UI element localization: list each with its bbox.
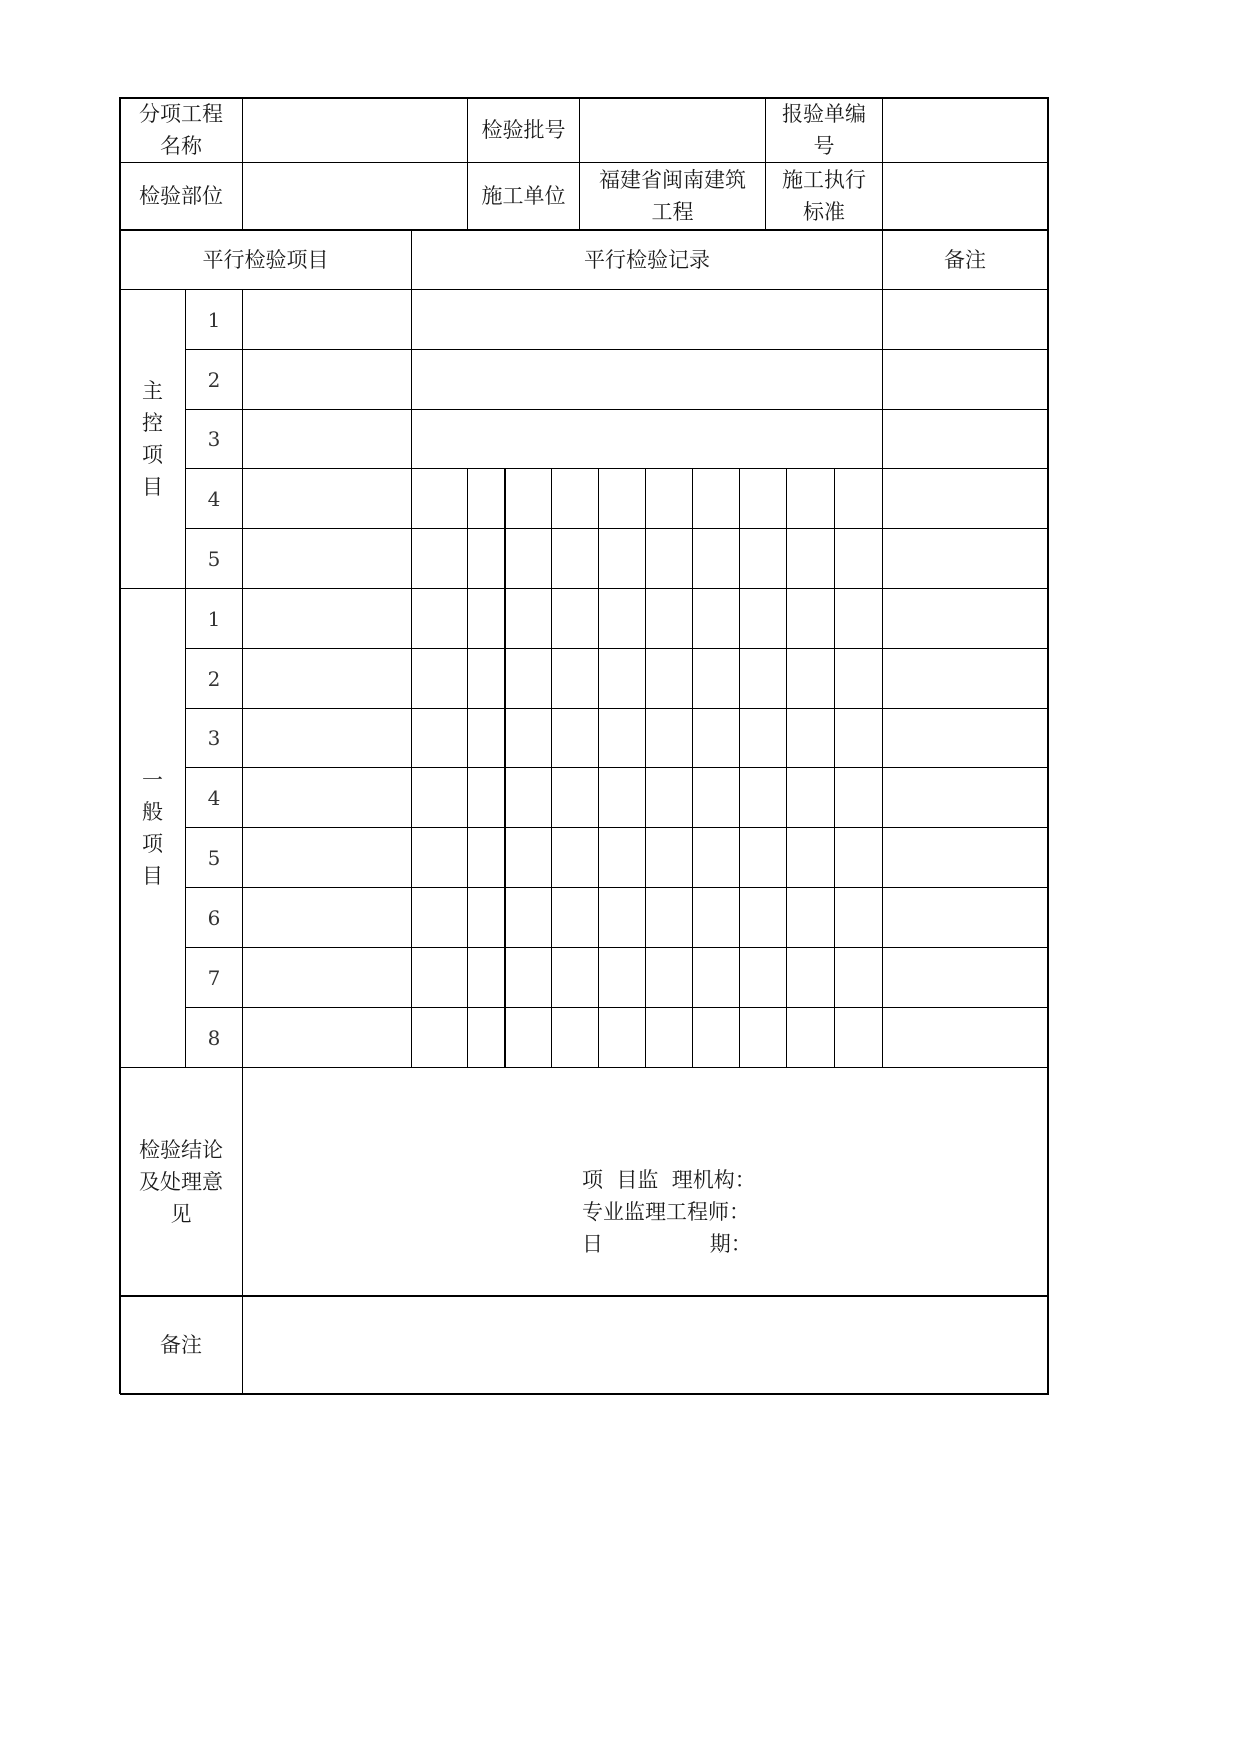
group-divider: [120, 588, 1049, 589]
location-field[interactable]: [243, 163, 467, 229]
row-number: 4: [207, 785, 221, 810]
group-char: 目: [142, 475, 163, 499]
col-header-records: 平行检验记录: [584, 248, 710, 272]
remarks-label: 备注: [160, 1333, 202, 1357]
date-label: 日 期：: [582, 1232, 752, 1256]
location-label: 检验部位: [139, 184, 223, 208]
grid-vline: [834, 468, 835, 1067]
grid-vline: [504, 468, 506, 1067]
item-name-field[interactable]: [243, 98, 467, 162]
row-number: 5: [207, 546, 221, 571]
grid-vline: [739, 468, 740, 1067]
batch-no-field[interactable]: [580, 98, 765, 162]
row-number: 2: [207, 367, 221, 392]
contractor-value[interactable]: 福建省闽南建筑 工程: [599, 168, 746, 224]
row-number: 8: [207, 1025, 221, 1050]
col-header-remarks: 备注: [944, 248, 986, 272]
row-number: 3: [207, 726, 221, 750]
row-line: [185, 887, 1049, 888]
grid-vline: [598, 468, 599, 1067]
group-char: 项: [142, 832, 163, 856]
group-char: 目: [142, 864, 163, 888]
group-char: 般: [142, 800, 163, 824]
remarks-field[interactable]: [243, 1297, 1047, 1393]
row-line: [185, 827, 1049, 828]
group-char: 一: [142, 768, 163, 792]
engineer-label: 专业监理工程师：: [582, 1200, 750, 1224]
group-char: 控: [142, 411, 163, 435]
table-vline: [882, 230, 883, 1067]
border-bottom: [120, 1393, 1049, 1395]
supervisor-org-label: 项 目监 理机构：: [582, 1168, 756, 1192]
row-line: [185, 708, 1049, 709]
table-bottom: [120, 1067, 1049, 1068]
row-line: [185, 1007, 1049, 1008]
batch-no-label: 检验批号: [481, 118, 566, 142]
row-line: [185, 648, 1049, 649]
row-line: [185, 767, 1049, 768]
grid-vline: [467, 468, 468, 1067]
conclusion-label: 检验结论 及处理意 见: [139, 1137, 223, 1226]
border-colheader-bottom: [120, 289, 1049, 290]
grid-vline: [692, 468, 693, 1067]
col-header-items: 平行检验项目: [202, 248, 329, 272]
table-vline: [411, 230, 412, 1067]
standard-field[interactable]: [883, 163, 1047, 229]
row-number: 6: [207, 905, 221, 930]
contractor-label: 施工单位: [481, 184, 566, 208]
row-line: [185, 528, 1049, 529]
row-number: 7: [207, 965, 221, 990]
row-line: [185, 409, 1049, 410]
row-line: [185, 468, 1049, 469]
row-number: 3: [207, 427, 221, 451]
row-number: 4: [207, 486, 221, 511]
row-number: 1: [207, 606, 221, 631]
row-number: 5: [207, 845, 221, 870]
item-name-label: 分项工程 名称: [139, 102, 223, 158]
grid-vline: [551, 468, 552, 1067]
general-group-label: [120, 589, 185, 1067]
row-number: 2: [207, 666, 221, 691]
border-right: [1047, 97, 1049, 1394]
standard-label: 施工执行 标准: [782, 168, 866, 224]
row-number: 1: [207, 307, 221, 332]
row-line: [185, 349, 1049, 350]
grid-vline: [786, 468, 787, 1067]
row-line: [185, 947, 1049, 948]
main-control-group-label: [120, 290, 185, 588]
grid-vline: [645, 468, 646, 1067]
group-char: 主: [142, 379, 163, 403]
table-vline: [242, 289, 243, 1395]
report-no-label: 报验单编 号: [782, 102, 866, 158]
group-char: 项: [142, 443, 163, 467]
report-no-field[interactable]: [883, 98, 1047, 162]
